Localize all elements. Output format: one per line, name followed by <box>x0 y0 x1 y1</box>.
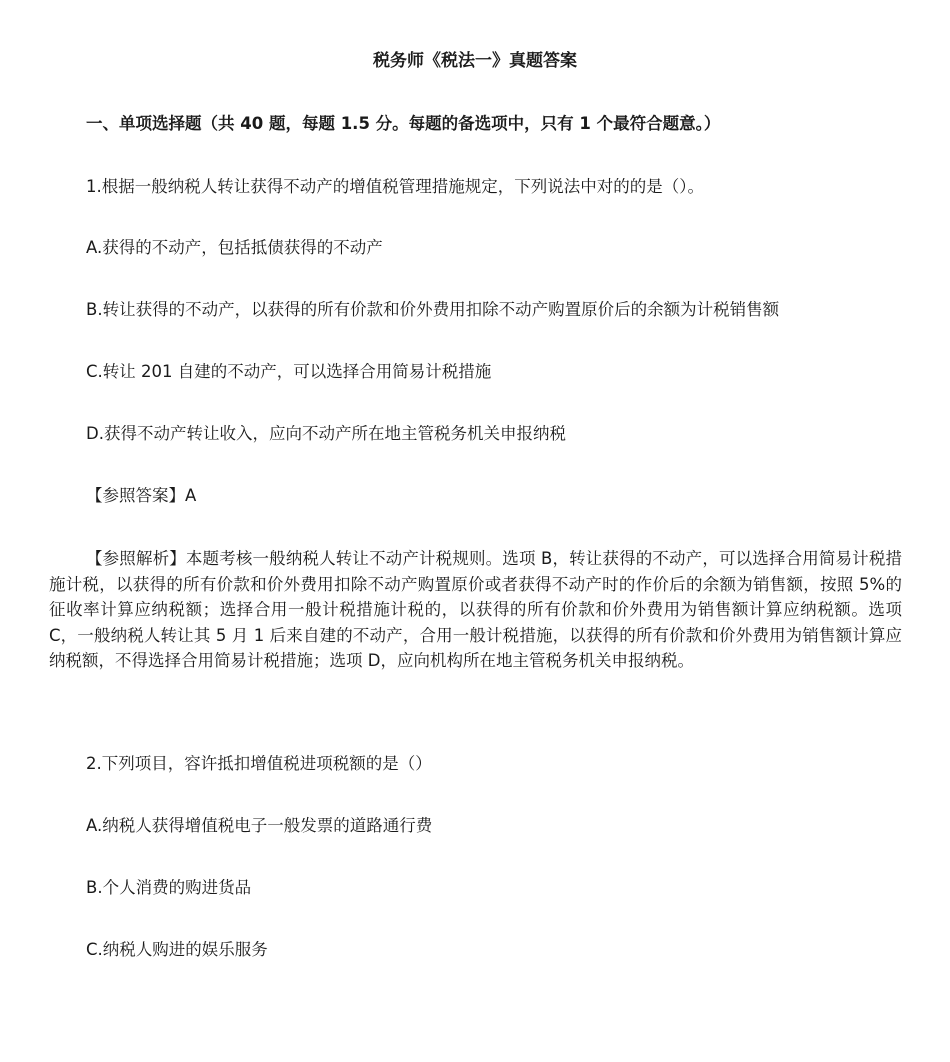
question-1-answer: 【参照答案】A <box>86 486 197 505</box>
question-2-option-c: C.纳税人购进的娱乐服务 <box>86 940 268 959</box>
question-1-stem: 1.根据一般纳税人转让获得不动产的增值税管理措施规定，下列说法中对的的是（）。 <box>86 177 704 196</box>
question-1-option-a: A.获得的不动产，包括抵债获得的不动产 <box>86 238 383 257</box>
document-title: 税务师《税法一》真题答案 <box>373 51 577 71</box>
question-1-option-b: B.转让获得的不动产，以获得的所有价款和价外费用扣除不动产购置原价后的余额为计税销售额 <box>86 300 780 319</box>
section-heading: 一、单项选择题（共 40 题，每题 1.5 分。每题的备选项中，只有 1 个最符合题意。） <box>86 114 721 133</box>
question-1-analysis: 【参照解析】本题考核一般纳税人转让不动产计税规则。选项 B，转让获得的不动产，可以选择合用简易计税措施计税，以获得的所有价款和价外费用扣除不动产购置原价或者获得不动产时的作价后的余额为销售额，按照 5%的征收率计算应纳税额；选择合用一般计税措施计税的，以获得的所有价款和价外费用为销售额计算应纳税额。选项 C，一般纳税人转让其 5 月 1 后来自建的不动产，合用一般计税措施，以获得的所有价款和价外费用为销售额计算应纳税额，不得选择合用简易计税措施；选项 D，应向机构所在地主管税务机关申报纳税。 <box>49 549 902 671</box>
question-1-option-c: C.转让 201 自建的不动产，可以选择合用简易计税措施 <box>86 362 492 381</box>
question-1-option-d: D.获得不动产转让收入，应向不动产所在地主管税务机关申报纳税 <box>86 424 566 443</box>
question-2-stem: 2.下列项目，容许抵扣增值税进项税额的是（） <box>86 754 432 773</box>
question-2-option-b: B.个人消费的购进货品 <box>86 878 252 897</box>
question-2-option-a: A.纳税人获得增值税电子一般发票的道路通行费 <box>86 816 433 835</box>
